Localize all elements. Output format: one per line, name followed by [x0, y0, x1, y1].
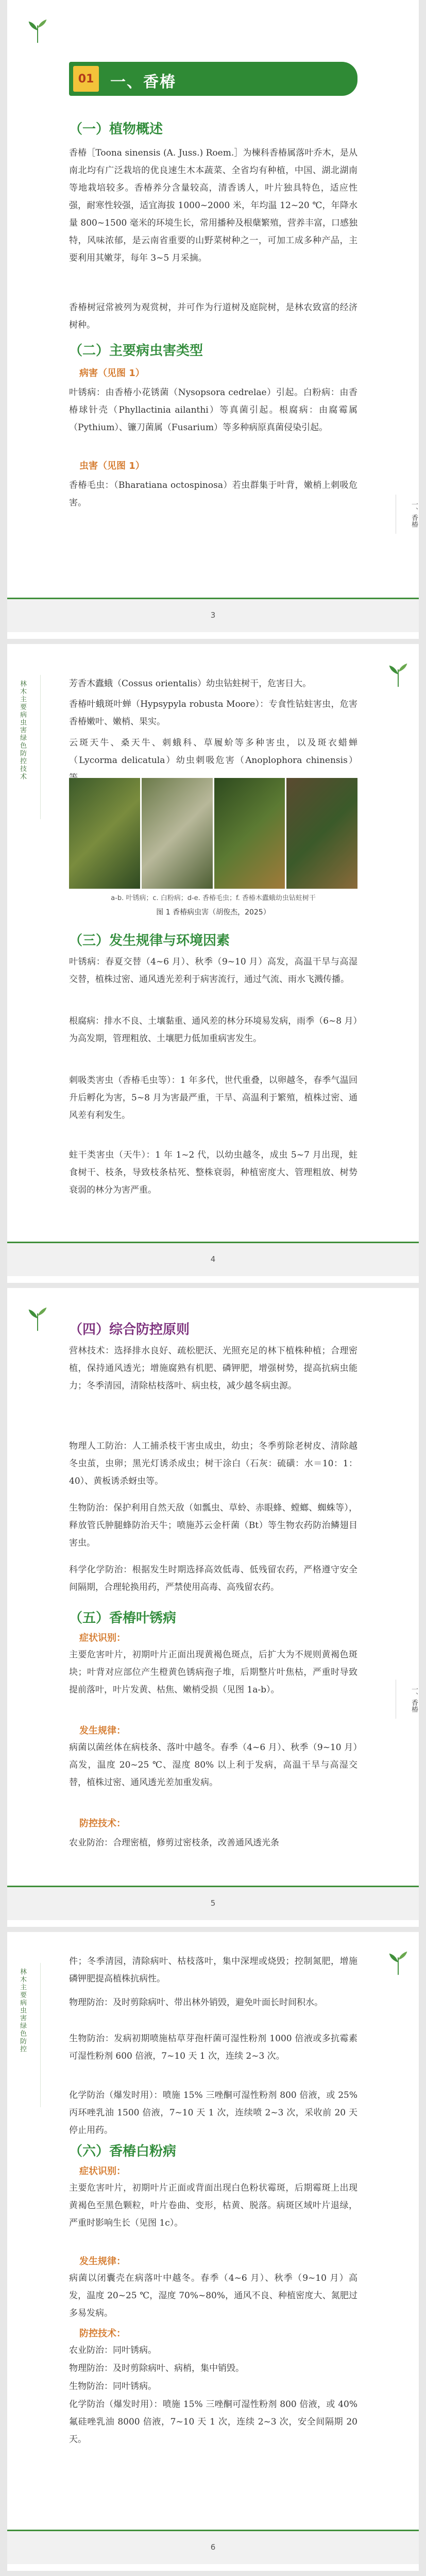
figure-photo-strip — [69, 778, 357, 889]
figure-title: 图 1 香椿病虫害（胡俊杰，2025） — [156, 908, 270, 917]
plant-ornament-icon — [383, 1947, 413, 1977]
subheading-pest: 虫害（见图 1） — [79, 461, 145, 471]
subheading: 症状识别： — [79, 2166, 126, 2177]
page-number: 5 — [210, 1899, 216, 1908]
section-heading: （五）香椿叶锈病 — [69, 1611, 177, 1626]
paragraph: 物理人工防治：人工捕杀枝干害虫成虫，幼虫；冬季剪除老树皮、清除越冬虫茧，虫卵；黑光灯诱杀成虫；树干涂白（石灰：硫磺：水＝10：1：40）、黄板诱杀蚜虫等。 — [69, 1441, 357, 1486]
book-title-vertical: 林木主要病虫害绿色防控 — [19, 1968, 26, 2053]
paragraph: 病菌以菌丝体在病枝条、落叶中越冬。春季（4~6 月）、秋季（9~10 月）高发，温度 20~25 ℃、湿度 80% 以上利于发病，高温干旱与高湿交替，植株过密、通风透光差加重发病。 — [69, 1742, 357, 1788]
paragraph: 叶锈病：春夏交替（4~6 月）、秋季（9~10 月）高发，高温干旱与高湿交替，植株过密、通风透光差利于病害流行，通过气流、雨水飞溅传播。 — [69, 957, 357, 985]
photo-borer — [286, 778, 357, 889]
subheading: 症状识别： — [79, 1633, 126, 1643]
paragraph: 物理防治：及时剪除病叶、带出林外销毁，避免叶面长时间积水。 — [69, 1997, 323, 2008]
page-5 — [7, 1288, 419, 1927]
paragraph: 营林技术：选择排水良好、疏松肥沃、光照充足的林下植株种植；合理密植，保持通风透光；增施腐熟有机肥、磷钾肥，增强树势，提高抗病虫能力；冬季清园，清除枯枝落叶、病虫枝，减少越冬病虫源。 — [69, 1346, 357, 1391]
plant-ornament-icon — [383, 659, 413, 689]
chapter-banner — [69, 62, 357, 96]
paragraph: 香椿叶蛾斑叶蝉（Hypsypyla robusta Moore）：专食性钻蛀害虫，危害香椿嫩叶、嫩梢、果实。 — [69, 699, 357, 727]
photo-pest — [214, 778, 285, 889]
page-number: 3 — [210, 611, 216, 620]
paragraph: 病菌以闭囊壳在病落叶中越冬。春季（4~6 月）、秋季（9~10 月）高发，温度 20~25 ℃，湿度 70%~80%，通风不良、种植密度大、氮肥过多易发病。 — [69, 2273, 357, 2318]
subheading: 防控技术： — [79, 2328, 126, 2339]
book-side-tab — [7, 1963, 41, 2107]
paragraph: 香椿［Toona sinensis (A. Juss.) Roem.］为楝科香椿属落叶乔木，是从南北均有广泛栽培的优良速生木本蔬菜、全省均有种植，中国、湖北湖南等地栽培较多。香椿养分含量较高，清香诱人，叶片独具特色，适应性强，耐寒性较强，适宜海拔 1000~2000 米，年均温 12~20 ℃，年降水量 800~1500 毫米的环境生长，常用播种及根蘖繁殖，营养丰富，口感独特，风味浓郁，是云南省重要的山野菜树种之一，可加工成多种产品，主要利用其嫩芽，每年 3~5 月采摘。 — [69, 148, 357, 263]
section-heading: （三）发生规律与环境因素 — [69, 933, 230, 948]
photo-leaf-rust — [69, 778, 140, 889]
subheading-disease: 病害（见图 1） — [79, 368, 145, 379]
page-3 — [7, 0, 419, 639]
paragraph: 蛀干类害虫（天牛）：1 年 1~2 代，以幼虫越冬，成虫 5~7 月出现，蛀食树干、枝条，导致枝条枯死、整株衰弱，种植密度大、管理粗放、树势衰弱的林分为害严重。 — [69, 1150, 357, 1195]
paragraph: 主要危害叶片，初期叶片正面出现黄褐色斑点，后扩大为不规则黄褐色斑块；叶背对应部位产生橙黄色锈病孢子堆，后期整片叶焦枯，严重时导致提前落叶，叶片发黄、枯焦、嫩梢受损（见图 1a-b）。 — [69, 1650, 357, 1695]
photo-powdery-mildew — [142, 778, 213, 889]
chapter-number: 01 — [73, 66, 99, 92]
paragraph: 主要危害叶片，初期叶片正面或背面出现白色粉状霉斑，后期霉斑上出现黄褐色至黑色颗粒，叶片卷曲、变形，枯黄、脱落。病斑区域叶片退绿，严重时影响生长（见图 1c）。 — [69, 2183, 357, 2228]
page-number: 4 — [210, 1255, 216, 1264]
section-heading: （四）综合防控原则 — [69, 1322, 190, 1337]
paragraph: 生物防治：同叶锈病。 — [69, 2381, 157, 2392]
plant-ornament-icon — [23, 15, 53, 45]
subheading: 发生规律： — [79, 2256, 126, 2267]
paragraph: 物理防治：及时剪除病叶、病梢，集中销毁。 — [69, 2363, 244, 2374]
book-side-tab — [7, 675, 41, 819]
section-heading: （六）香椿白粉病 — [69, 2144, 177, 2159]
paragraph: 科学化学防治：根据发生时期选择高效低毒、低残留农药，严格遵守安全间隔期，合理轮换用药，严禁使用高毒、高残留农药。 — [69, 1565, 357, 1592]
page-4 — [7, 644, 419, 1283]
paragraph: 根腐病：排水不良、土壤黏重、通风差的林分环境易发病，雨季（6~8 月）为高发期，管理粗放、土壤肥力低加重病害发生。 — [69, 1016, 357, 1044]
paragraph: 刺吸类害虫（香椿毛虫等）：1 年多代，世代重叠，以卵越冬，春季气温回升后孵化为害，5~8 月为害最严重，干旱、高温利于繁殖，植株过密、通风差有利发生。 — [69, 1075, 357, 1121]
chapter-side-tab: 一、香椿 — [396, 495, 419, 534]
section-heading: （一）植物概述 — [69, 122, 163, 137]
paragraph: 农业防治：合理密植，修剪过密枝条，改善通风透光条 — [69, 1838, 279, 1848]
paragraph: 化学防治（爆发时用）：喷施 15% 三唑酮可湿性粉剂 800 倍液，或 25% 丙环唑乳油 1500 倍液，7~10 天 1 次，连续喷 2~3 次，采收前 20 天停止用药。 — [69, 2090, 357, 2136]
paragraph: 叶锈病：由香椿小花锈菌（Nysopsora cedrelae）引起。白粉病：由香椿球针壳（Phyllactinia ailanthi）等真菌引起。根腐病：由腐霉属（Pythium）、镰刀菌属（Fusarium）等多种病原真菌侵染引起。 — [69, 387, 357, 433]
subheading: 发生规律： — [79, 1725, 126, 1736]
paragraph: 件；冬季清园，清除病叶、枯枝落叶，集中深埋或烧毁；控制氮肥，增施磷钾肥提高植株抗病性。 — [69, 1956, 357, 1984]
paragraph: 香椿毛虫：（Bharatiana octospinosa）若虫群集于叶背，嫩梢上刺吸危害。 — [69, 480, 357, 508]
paragraph: 化学防治（爆发时用）：喷施 15% 三唑酮可湿性粉剂 800 倍液，或 40% 氟硅唑乳油 8000 倍液，7~10 天 1 次，连续 2~3 次，安全间隔期 20 天。 — [69, 2399, 357, 2445]
figure-caption: a-b. 叶锈病；c. 白粉病；d-e. 香椿毛虫；f. 香椿木蠹蛾幼虫钻蛀树干 — [111, 894, 316, 902]
subheading: 防控技术： — [79, 1818, 126, 1829]
plant-ornament-icon — [23, 1303, 53, 1333]
chapter-side-tab: 一、香椿 — [396, 1680, 419, 1719]
paragraph: 香椿树冠常被列为观赏树，并可作为行道树及庭院树，是林农致富的经济树种。 — [69, 302, 357, 330]
paragraph: 生物防治：保护利用自然天敌（如瓢虫、草蛉、赤眼蜂、螳螂、蜘蛛等），释放管氏肿腿蜂防治天牛；喷施苏云金杆菌（Bt）等生物农药防治鳞翅目害虫。 — [69, 1503, 357, 1548]
paragraph: 芳香木蠹蛾（Cossus orientalis）幼虫钻蛀树干，危害日大。 — [69, 679, 312, 689]
page-6 — [7, 1932, 419, 2571]
paragraph: 云斑天牛、桑天牛、刺蛾科、草履蚧等多种害虫，以及斑衣蜡蝉（Lycorma delicatula）幼虫刺吸危害（Anoplophora chinensis） — [69, 738, 357, 766]
book-title-vertical: 林木主要病虫害绿色防控技术 — [19, 680, 26, 781]
paragraph: 生物防治：发病初期喷施枯草芽孢杆菌可湿性粉剂 1000 倍液或多抗霉素可湿性粉剂 600 倍液，7~10 天 1 次，连续 2~3 次。 — [69, 2033, 357, 2061]
chapter-title: 一、香椿 — [110, 73, 176, 91]
paragraph: 农业防治：同叶锈病。 — [69, 2345, 157, 2355]
page-number: 6 — [210, 2543, 216, 2552]
section-heading: （二）主要病虫害类型 — [69, 343, 203, 359]
